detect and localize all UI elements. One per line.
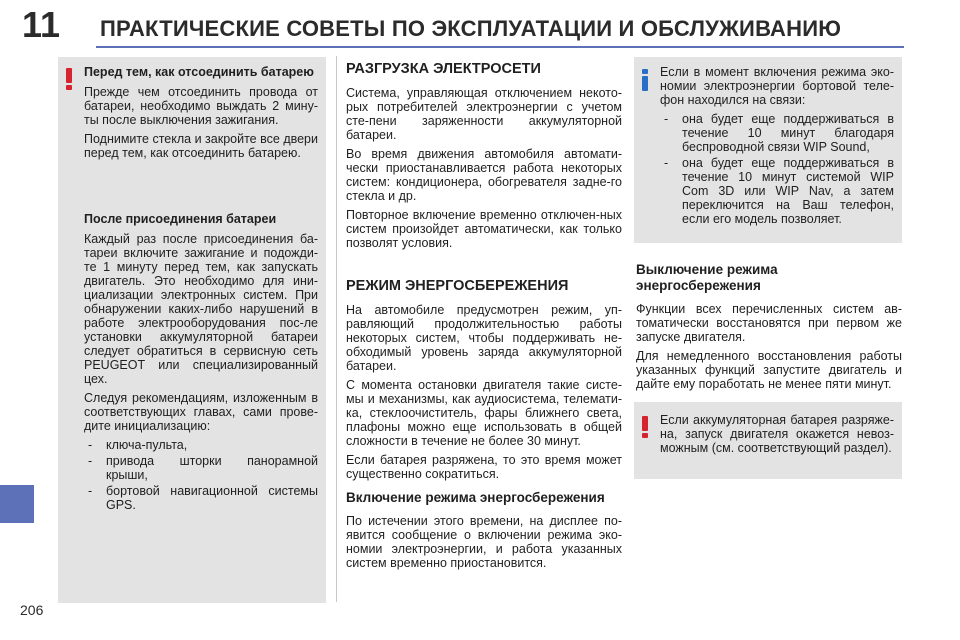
initialization-text: Следуя рекомендациям, изложенным в соответствующих главах, сами прове-дите инициализацию: (84, 391, 318, 433)
load-shedding-text-1: Система, управляющая отключением некото-рых потребителей электроэнергии с учетом сте-пени заряженности аккумуляторной батареи. (346, 86, 622, 142)
chapter-side-tab (0, 485, 34, 523)
chapter-number: 11 (22, 4, 61, 45)
energy-saving-text-3: Если батарея разряжена, то это время может существенно сократиться. (346, 453, 622, 481)
section-title-energy-saving: РЕЖИМ ЭНЕРГОСБЕРЕЖЕНИЯ (346, 278, 569, 294)
chapter-title: ПРАКТИЧЕСКИЕ СОВЕТЫ ПО ЭКСПЛУАТАЦИИ И ОБСЛУЖИВАНИЮ (100, 16, 842, 41)
header-divider (96, 46, 904, 48)
deactivation-text-2: Для немедленного восстановления работы указанных функций запустите двигатель и дайте ему поработать не менее пяти минут. (636, 349, 902, 391)
list-item: - ключа-пульта, (84, 438, 318, 452)
reconnect-heading: После присоединения батареи (84, 212, 277, 226)
initialization-list (84, 438, 318, 512)
page-number: 206 (20, 602, 44, 618)
phone-info-panel (634, 57, 902, 243)
deactivation-text-1: Функции всех перечисленных систем ав-томатически восстановятся при первом же запуске двигателя. (636, 302, 902, 344)
load-shedding-text-3: Повторное включение временно отключен-ных систем произойдет автоматически, как только позволят условия. (346, 208, 622, 250)
list-item: - бортовой навигационной системы GPS. (84, 484, 318, 512)
disconnect-windows-text: Поднимите стекла и закройте все двери перед тем, как отсоединить батарею. (84, 132, 318, 160)
right-column (636, 262, 902, 396)
disconnect-heading: Перед тем, как отсоединить батарею (84, 65, 314, 79)
battery-warning-text: Если аккумуляторная батарея разряже-на, запуск двигателя окажется невоз-можным (см. соответствующий раздел). (660, 413, 894, 455)
list-item: - она будет еще поддерживаться в течение 10 минут системой WIP Com 3D или WIP Nav, а затем переключится на Ваш телефон, если его модель позволяет. (660, 156, 894, 226)
disconnect-text: Прежде чем отсоединить провода от батареи, необходимо выждать 2 мину-ты после выключения зажигания. (84, 85, 318, 127)
column-divider (336, 56, 337, 602)
load-shedding-text-2: Во время движения автомобиля автомати-чески приостанавливается работа некоторых систем: кондиционера, обогревателя задне-го стекла и др. (346, 147, 622, 203)
list-item: - привода шторки панорамной крыши, (84, 454, 318, 482)
phone-info-list (660, 112, 894, 226)
subsection-title-deactivation: Выключение режима энергосбережения (636, 262, 778, 293)
activation-text: По истечении этого времени, на дисплее по-явится сообщение о включении режима эко-номии электроэнергии, и работа указанных систем временно приостановится. (346, 514, 622, 570)
subsection-title-activation: Включение режима энергосбережения (346, 490, 605, 505)
phone-info-intro: Если в момент включения режима эко-номии электроэнергии бортовой теле-фон находился на связи: (660, 65, 894, 107)
energy-saving-text-2: С момента остановки двигателя такие систе-мы и механизмы, как аудиосистема, телемати-ка, стеклоочиститель, фары ближнего света, плафоны можно еще использовать в общей сложности в течение не более 30 минут. (346, 378, 622, 448)
list-item: - она будет еще поддерживаться в течение 10 минут благодаря беспроводной связи WIP Sound, (660, 112, 894, 154)
exclamation-icon (642, 416, 648, 438)
battery-warning-panel (634, 402, 902, 479)
battery-disconnect-panel (58, 57, 326, 603)
energy-saving-text-1: На автомобиле предусмотрен режим, уп-равляющий продолжительностью работы некоторых систем, чтобы поддерживать не-обходимый уровень заряда аккумуляторной батареи. (346, 303, 622, 373)
exclamation-icon (66, 68, 72, 90)
reconnect-text: Каждый раз после присоединения ба-тареи включите зажигание и подожди-те 1 минуту перед тем, как запускать двигатель. Это необходимо для ини-циализации электронных систем. При обнаружении каких-либо нарушений в работе электрооборудования пос-ле установки аккумуляторной батареи следует обратиться в сервисную сеть PEUGEOT или специализированный цех. (84, 232, 318, 386)
section-title-load-shedding: РАЗГРУЗКА ЭЛЕКТРОСЕТИ (346, 61, 541, 77)
middle-column (346, 60, 622, 575)
info-icon (642, 69, 648, 91)
